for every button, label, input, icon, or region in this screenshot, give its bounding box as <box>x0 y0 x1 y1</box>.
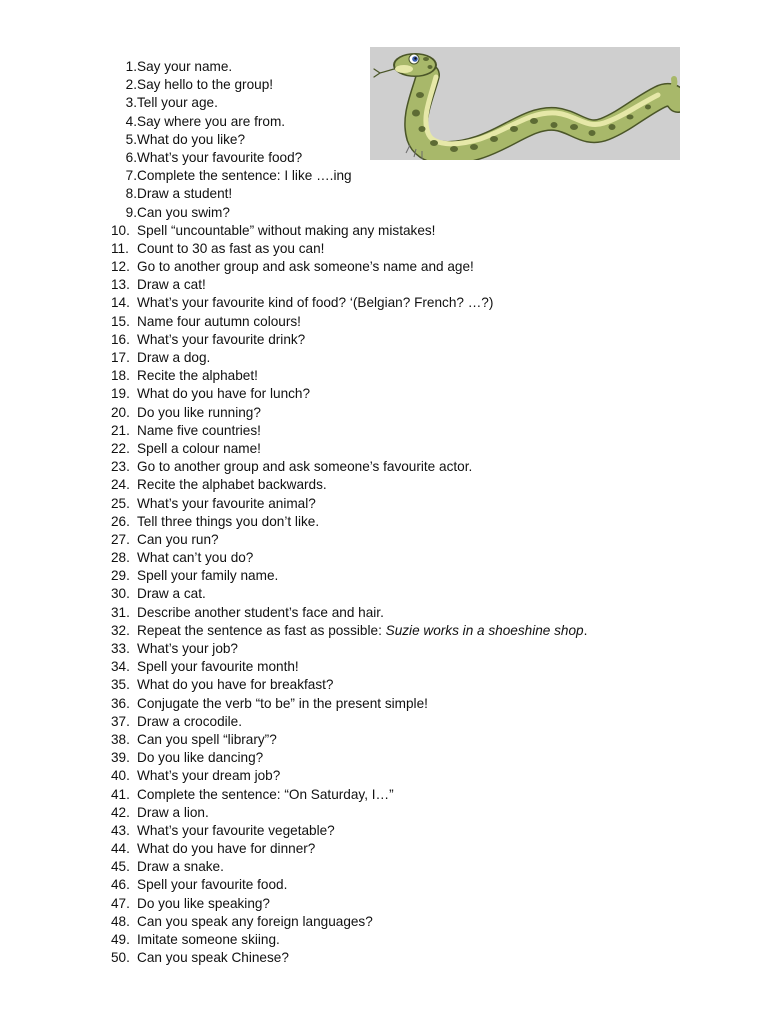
list-item <box>111 895 587 913</box>
list-item <box>111 531 587 549</box>
list-item <box>111 676 587 694</box>
list-item <box>111 422 587 440</box>
item-number: 19. <box>111 386 130 402</box>
item-number: 12. <box>111 259 130 275</box>
item-number: 3. <box>125 95 137 111</box>
list-item <box>111 458 587 476</box>
item-text: Spell your family name. <box>137 568 279 584</box>
list-item <box>111 294 587 312</box>
item-number: 27. <box>111 531 130 547</box>
item-text: Can you speak any foreign languages? <box>137 913 373 929</box>
list-item <box>111 858 587 876</box>
list-item <box>111 185 587 203</box>
item-number: 17. <box>111 350 130 365</box>
item-number: 30. <box>111 586 130 602</box>
item-text: Do you like dancing? <box>137 750 264 766</box>
item-text: Say your name. <box>137 59 233 74</box>
item-number: 4. <box>125 113 137 129</box>
list-item <box>111 258 587 276</box>
item-number: 39. <box>111 750 130 766</box>
item-number: 20. <box>111 404 130 420</box>
list-item <box>111 876 587 894</box>
item-number: 37. <box>111 713 130 729</box>
list-item <box>111 476 587 494</box>
item-number: 15. <box>111 313 130 329</box>
list-item <box>111 313 587 331</box>
list-item <box>111 931 587 949</box>
item-text: Draw a cat! <box>137 277 206 293</box>
item-number: 50. <box>111 950 130 966</box>
item-number: 31. <box>111 604 130 620</box>
item-text: Recite the alphabet! <box>137 368 258 384</box>
item-text: Complete the sentence: I like ….ing <box>137 168 352 184</box>
list-item <box>111 404 587 422</box>
item-text: Name four autumn colours! <box>137 313 301 329</box>
item-text: Tell three things you don’t like. <box>137 513 320 529</box>
list-item <box>111 567 587 585</box>
list-item <box>111 440 587 458</box>
item-text-italic: Suzie works in a shoeshine shop <box>385 622 584 638</box>
item-text: Go to another group and ask someone’s name and age! <box>137 259 474 275</box>
item-number: 28. <box>111 550 130 566</box>
item-number: 42. <box>111 804 130 820</box>
item-text-after: . <box>583 622 588 638</box>
item-number: 11. <box>111 240 129 256</box>
item-text: Draw a crocodile. <box>137 713 243 729</box>
item-number: 5. <box>125 131 137 147</box>
list-item <box>111 276 587 294</box>
item-number: 21. <box>111 422 130 438</box>
list-item <box>111 949 587 967</box>
list-item <box>111 622 587 640</box>
item-text: Draw a dog. <box>137 350 211 365</box>
item-number: 35. <box>111 677 130 693</box>
item-text: Go to another group and ask someone’s favourite actor. <box>137 459 473 475</box>
item-text: Describe another student’s face and hair. <box>137 604 384 620</box>
list-item <box>111 222 587 240</box>
item-text: What do you have for dinner? <box>137 841 316 857</box>
item-number: 13. <box>111 277 130 293</box>
item-text: Spell “uncountable” without making any mistakes! <box>137 222 436 238</box>
list-item <box>111 840 587 858</box>
item-text: What’s your favourite kind of food? ‘(Belgian? French? …?) <box>137 295 494 311</box>
item-text: Can you swim? <box>137 204 230 220</box>
item-number: 23. <box>111 459 130 475</box>
item-text: Spell your favourite month! <box>137 659 299 675</box>
item-number: 14. <box>111 295 130 311</box>
item-number: 47. <box>111 895 130 911</box>
item-number: 32. <box>111 622 130 638</box>
list-item <box>111 167 587 185</box>
item-number: 34. <box>111 659 130 675</box>
list-item <box>111 240 587 258</box>
item-number: 24. <box>111 477 130 493</box>
item-number: 10. <box>111 222 130 238</box>
item-text: Draw a snake. <box>137 859 224 875</box>
item-text: What’s your favourite animal? <box>137 495 316 511</box>
item-number: 8. <box>125 186 137 202</box>
item-number: 33. <box>111 641 130 656</box>
item-number: 1. <box>125 59 137 74</box>
task-list <box>111 58 587 967</box>
snake-illustration <box>370 47 680 160</box>
item-number: 2. <box>125 77 137 93</box>
item-text: Do you like speaking? <box>137 895 270 911</box>
item-number: 45. <box>111 859 130 875</box>
list-item <box>111 495 587 513</box>
list-item <box>111 204 587 222</box>
item-text: Draw a lion. <box>137 804 209 820</box>
list-item <box>111 658 587 676</box>
list-item <box>111 822 587 840</box>
list-item <box>111 585 587 603</box>
list-item <box>111 804 587 822</box>
list-item <box>111 604 587 622</box>
item-number: 6. <box>125 149 137 165</box>
list-item <box>111 331 587 349</box>
item-text: Say where you are from. <box>137 113 286 129</box>
item-text: Tell your age. <box>137 95 218 111</box>
item-text: What’s your favourite drink? <box>137 331 306 347</box>
list-item <box>111 367 587 385</box>
item-number: 9. <box>125 204 137 220</box>
item-text: Name five countries! <box>137 422 261 438</box>
item-text-plain: Repeat the sentence as fast as possible: <box>137 622 386 638</box>
item-number: 40. <box>111 768 130 784</box>
item-text: What’s your favourite vegetable? <box>137 822 335 838</box>
item-number: 41. <box>111 786 130 802</box>
item-number: 7. <box>125 168 137 184</box>
item-number: 46. <box>111 877 130 893</box>
item-text: Can you spell “library”? <box>137 731 277 747</box>
item-text: Spell a colour name! <box>137 440 261 456</box>
item-text: Can you run? <box>137 531 219 547</box>
item-text: What do you have for breakfast? <box>137 677 334 693</box>
item-text: Recite the alphabet backwards. <box>137 477 327 493</box>
list-item <box>111 513 587 531</box>
item-text: Do you like running? <box>137 404 261 420</box>
list-item <box>111 913 587 931</box>
item-text: Draw a cat. <box>137 586 206 602</box>
list-item <box>111 695 587 713</box>
item-text: What do you have for lunch? <box>137 386 311 402</box>
item-text: What can’t you do? <box>137 550 254 566</box>
item-number: 25. <box>111 495 130 511</box>
item-number: 49. <box>111 932 130 947</box>
item-text: Can you speak Chinese? <box>137 950 289 966</box>
list-item <box>111 731 587 749</box>
list-item <box>111 385 587 403</box>
list-item <box>111 786 587 804</box>
item-text: Imitate someone skiing. <box>137 932 280 947</box>
item-text: What’s your job? <box>137 641 238 656</box>
list-item <box>111 549 587 567</box>
item-text: What’s your dream job? <box>137 768 281 784</box>
item-number: 29. <box>111 568 130 584</box>
list-item <box>111 640 587 658</box>
item-number: 22. <box>111 440 130 456</box>
item-number: 43. <box>111 822 130 838</box>
snake-icon <box>370 47 680 160</box>
list-item <box>111 713 587 731</box>
item-number: 38. <box>111 731 130 747</box>
item-number: 44. <box>111 841 130 857</box>
item-number: 18. <box>111 368 130 384</box>
item-number: 16. <box>111 331 130 347</box>
list-item <box>111 349 587 367</box>
item-text: Draw a student! <box>137 186 233 202</box>
item-text: Count to 30 as fast as you can! <box>137 240 325 256</box>
list-item <box>111 767 587 785</box>
item-text: Say hello to the group! <box>137 77 274 93</box>
item-number: 26. <box>111 513 130 529</box>
item-text: Complete the sentence: “On Saturday, I…” <box>137 786 394 802</box>
list-item <box>111 749 587 767</box>
item-number: 36. <box>111 695 130 711</box>
item-number: 48. <box>111 913 130 929</box>
item-text: Conjugate the verb “to be” in the present simple! <box>137 695 428 711</box>
item-text: Spell your favourite food. <box>137 877 288 893</box>
item-text <box>137 622 587 640</box>
item-text: What’s your favourite food? <box>137 149 303 165</box>
item-text: What do you like? <box>137 131 246 147</box>
